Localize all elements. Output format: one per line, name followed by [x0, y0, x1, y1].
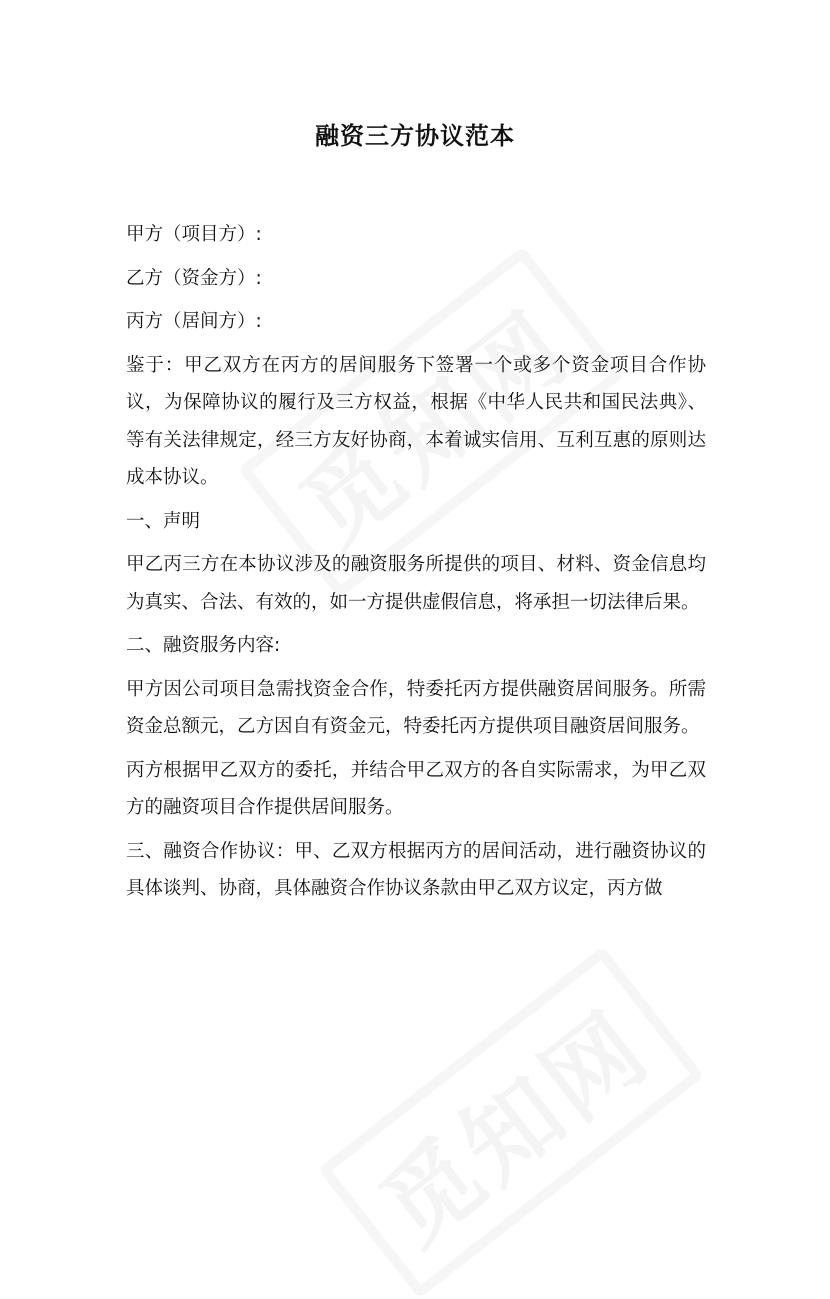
service-content-paragraph: 甲方因公司项目急需找资金合作，特委托丙方提供融资居间服务。所需资金总额元，乙方因自有资金元，特委托丙方提供项目融资居间服务。: [126, 678, 706, 737]
cooperation-agreement-paragraph: 三、融资合作协议：甲、乙双方根据丙方的居间活动，进行融资协议的具体谈判、协商，具体融资合作协议条款由甲乙双方议定，丙方做: [126, 840, 706, 899]
party-b-line: 乙方（资金方）:: [126, 267, 262, 289]
document-title: 融资三方协议范本: [315, 122, 515, 150]
preamble-paragraph: 鉴于：甲乙双方在丙方的居间服务下签署一个或多个资金项目合作协议，为保障协议的履行及三方权益，根据《中华人民共和国民法典》、等有关法律规定，经三方友好协商，本着诚实信用、互利互惠的原则达成本协议。: [126, 354, 706, 488]
party-a-line: 甲方（项目方）:: [126, 224, 262, 245]
section-heading-service-content: 二、融资服务内容:: [126, 635, 281, 656]
section-heading-declaration: 一、声明: [126, 510, 201, 532]
declaration-paragraph: 甲乙丙三方在本协议涉及的融资服务所提供的项目、材料、资金信息均为真实、合法、有效的，如一方提供虚假信息，将承担一切法律后果。: [126, 554, 706, 613]
watermark: [318, 946, 705, 1299]
document-body: [126, 216, 706, 914]
party-c-line: 丙方（居间方）:: [126, 311, 262, 332]
service-content-paragraph-2: 丙方根据甲乙双方的委托，并结合甲乙双方的各自实际需求，为甲乙双方的融资项目合作提供居间服务。: [126, 759, 706, 818]
